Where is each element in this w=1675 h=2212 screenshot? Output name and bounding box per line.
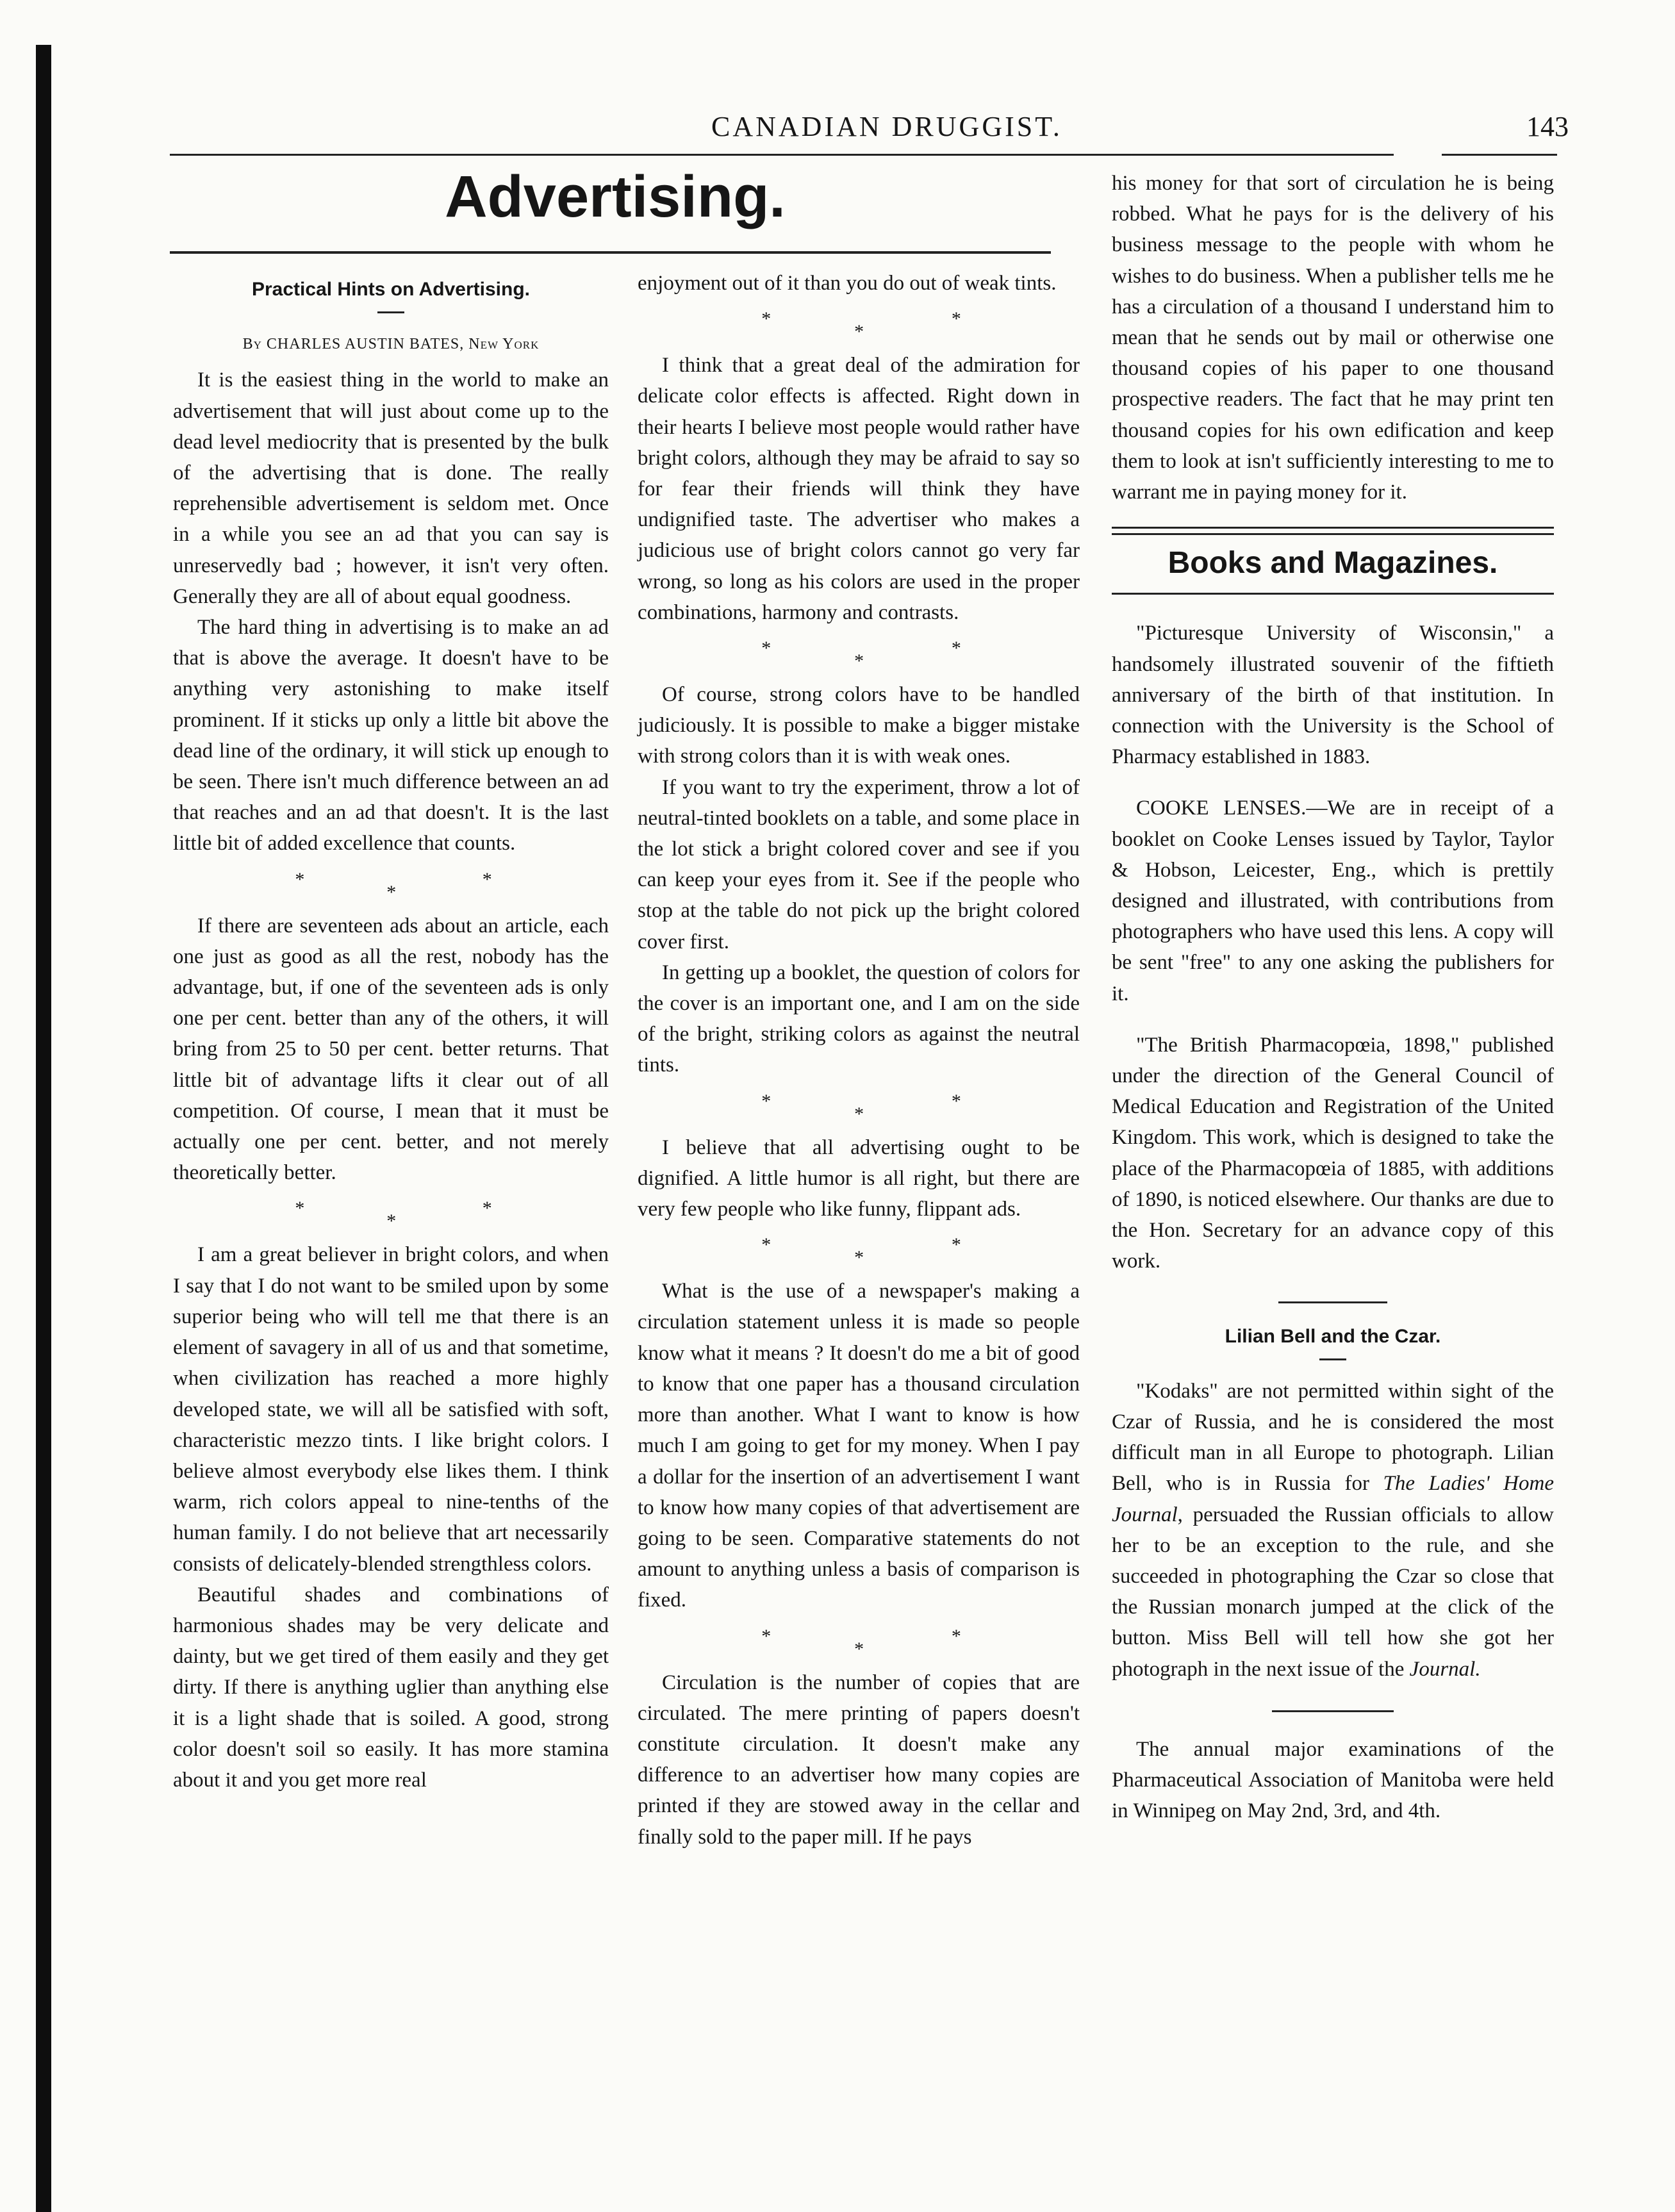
- scan-edge: [36, 45, 51, 2212]
- paragraph: I am a great believer in bright colors, and when I say that I do not want to be smiled upon by some superior being who will tell me that there is an element of savagery in all of us and that sometime, when civilization has reached a more highly developed state, we will all be satisfied with soft, characteristic mezzo tints. I like bright colors. I believe almost everybody else likes them. I think warm, rich colors appeal to nine-tenths of the human family. I do not believe that art necessarily consists of delicately-blended strengthless colors.: [173, 1243, 609, 1576]
- divider: [1319, 1358, 1346, 1360]
- paragraph: I think that a great deal of the admiration for delicate color effects is affected. Right down in their hearts I believe most people would rather have bright colors, although they may be afraid to say so for fear their friends will think they have undignified taste. The advertiser who makes a judicious use of bright colors cannot go very far wrong, so long as his colors are used in the proper combinations, harmony and contrasts.: [638, 354, 1080, 624]
- paragraph: It is the easiest thing in the world to make an advertisement that will just about come up to the dead level mediocrity that is presented by the bulk of the advertising that is done. The really reprehensible advertisement is seldom met. Once in a while you see an ad that you can say is unreservedly bad ; however, it isn't very often. Generally they are all of about equal goodness.: [173, 368, 609, 608]
- section-break: * * *: [761, 1625, 961, 1660]
- paragraph: I believe that all advertising ought to be dignified. A little humor is all right, but there are very few people who like funny, flippant ads.: [638, 1135, 1080, 1221]
- paragraph: In getting up a booklet, the question of colors for the cover is an important one, and I am on the side of the bright, striking colors as against the neutral tints.: [638, 961, 1080, 1077]
- page-number: 143: [1526, 111, 1569, 142]
- section-rule: [1112, 593, 1554, 595]
- divider: [377, 311, 404, 313]
- paragraph: Of course, strong colors have to be handled judiciously. It is possible to make a bigger mistake with strong colors than it is with weak ones.: [638, 683, 1080, 768]
- paragraph: The hard thing in advertising is to make an ad that is above the average. It doesn't have to be anything very astonishing to make itself prominent. If it sticks up only a little bit above the dead line of the ordinary, it will stick up enough to be seen. There isn't much difference between an ad that reaches and an ad that doesn't. It is the last little bit of added excellence that counts.: [173, 616, 609, 855]
- section-break: * * *: [761, 1234, 961, 1269]
- section-break: * * *: [295, 868, 492, 903]
- header-rule: [170, 154, 1394, 156]
- title-rule: [170, 251, 1051, 254]
- paragraph: The annual major examinations of the Pharmaceutical Association of Manitoba were held in Winnipeg on May 2nd, 3rd, and 4th.: [1112, 1737, 1554, 1823]
- short-rule: [1278, 1301, 1387, 1303]
- short-rule: [1272, 1710, 1394, 1712]
- paragraph: "The British Pharmacopœia, 1898," published under the direction of the General Council of Medical Education and Registration of the United Kingdom. This work, which is designed to take the place of the Pharmacopœia of 1885, with additions of 1890, is noticed elsewhere. Our thanks are due to the Hon. Secretary for an advance copy of this work.: [1112, 1033, 1554, 1273]
- italic-title: The Ladies' Home Journal: [1112, 1472, 1554, 1526]
- double-rule: [1112, 527, 1554, 529]
- column-1: [173, 274, 609, 1795]
- column-2: [638, 268, 1080, 1853]
- section-break: * * *: [761, 638, 961, 672]
- section-break: * * *: [761, 1090, 961, 1125]
- section-break: * * *: [761, 308, 961, 343]
- section-title: Books and Magazines.: [1168, 546, 1498, 581]
- paragraph-text: , persuaded the Russian officials to allow her to be an exception to the rule, and she succeeded in photographing the Czar so close that the Russian monarch jumped at the click of the button. Miss Bell will tell how she got her photograph in the next issue of the: [1112, 1503, 1554, 1681]
- paragraph: his money for that sort of circulation he is being robbed. What he pays for is the delivery of his business message to the people with whom he wishes to do business. When a publisher tells me he has a circulation of a thousand I understand him to mean that he sends out by mail or otherwise one thousand copies of his paper to one thousand prospective readers. The fact that he may print ten thousand copies for his own edification and keep them to look at isn't sufficiently interesting to me to warrant me in paying money for it.: [1112, 172, 1554, 504]
- paragraph: [1112, 793, 1554, 1009]
- paragraph: Beautiful shades and combinations of harmonious shades may be very delicate and dainty, but we get tired of them easily and they get dirty. If there is anything uglier than anything else it is a light shade that is soiled. A good, strong color doesn't soil so easily. It has more stamina about it and you get more real: [173, 1583, 609, 1792]
- byline: By CHARLES AUSTIN BATES, New York: [242, 336, 540, 353]
- paragraph: Circulation is the number of copies that are circulated. The mere printing of papers doesn't constitute circulation. It doesn't make any difference to an advertiser how many copies are printed if they are stowed away in the cellar and finally sold to the paper mill. If he pays: [638, 1671, 1080, 1849]
- section-break: * * *: [295, 1198, 492, 1232]
- article-title: Advertising.: [445, 164, 786, 229]
- paragraph: If you want to try the experiment, throw a lot of neutral-tinted booklets on a table, and some place in the lot stick a bright colored cover and see if you can keep your eyes from it. See if the people who stop at the table do not pick up the bright colored cover first.: [638, 775, 1080, 953]
- header-rule-right: [1442, 154, 1557, 156]
- paragraph-text: —We are in receipt of a booklet on Cooke Lenses issued by Taylor, Taylor & Hobson, Leicester, Eng., which is prettily designed and illustrated, with contributions from photographers who have used this lens. A copy will be sent "free" to any one asking the publishers for it.: [1112, 796, 1554, 1005]
- subsection-title: Lilian Bell and the Czar.: [1225, 1325, 1441, 1347]
- italic-title: Journal.: [1409, 1657, 1481, 1681]
- double-rule: [1112, 533, 1554, 535]
- paragraph: What is the use of a newspaper's making a circulation statement unless it is made so people know what it means ? It doesn't do me a bit of good to know that one paper has a thousand circulation more than another. What I want to know is how much I am going to get for my money. When I pay a dollar for the insertion of an advertisement I want to know how many copies of that advertisement are going to be seen. Comparative statements do not amount to anything unless a basis of comparison is fixed.: [638, 1280, 1080, 1612]
- article-subtitle: Practical Hints on Advertising.: [252, 279, 530, 300]
- run-in-head: COOKE LENSES.: [1136, 796, 1307, 820]
- paragraph: If there are seventeen ads about an article, each one just as good as all the rest, nobody has the advantage, but, if one of the seventeen ads is only one per cent. better than any of the others, it will bring from 25 to 50 per cent. better returns. That little bit of advantage lifts it clear out of all competition. Of course, I mean that it must be actually one per cent. better, and not merely theoretically better.: [173, 914, 609, 1185]
- column-3: [1112, 168, 1554, 1826]
- paragraph: enjoyment out of it than you do out of weak tints.: [638, 272, 1057, 295]
- paragraph: [1112, 1376, 1554, 1685]
- paragraph: "Picturesque University of Wisconsin," a handsomely illustrated souvenir of the fiftieth anniversary of the birth of that institution. In connection with the University is the School of Pharmacy established in 1883.: [1112, 622, 1554, 769]
- running-head: CANADIAN DRUGGIST.: [711, 111, 1062, 142]
- paragraph-text: "Kodaks" are not permitted within sight of the Czar of Russia, and he is considered the most difficult man in all Europe to photograph. Lilian Bell, who is in Russia for: [1112, 1379, 1554, 1496]
